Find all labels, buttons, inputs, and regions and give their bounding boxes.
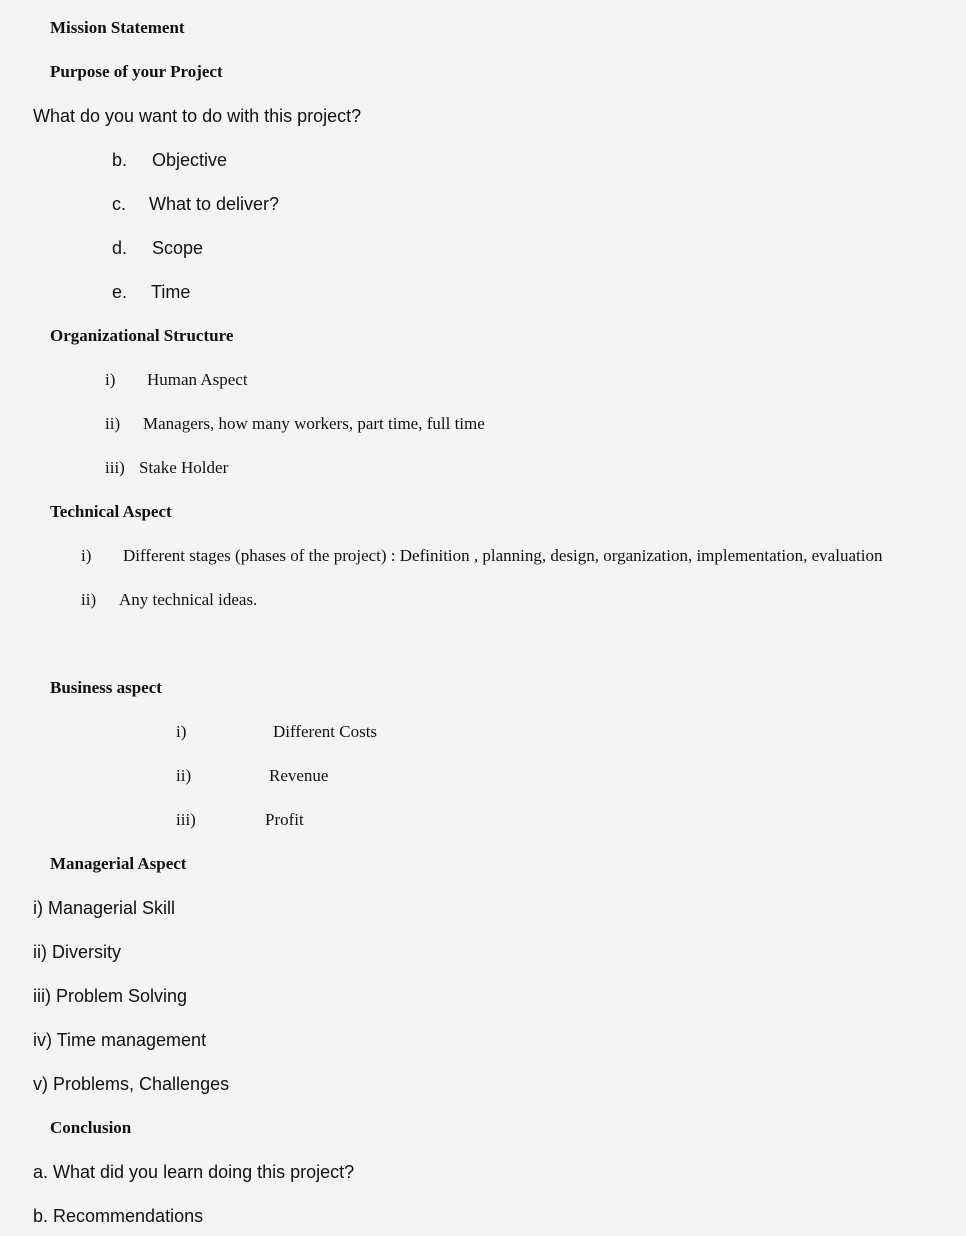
list-marker: c.	[112, 194, 127, 214]
list-item-problems-challenges: v) Problems, Challenges	[33, 1074, 230, 1094]
list-item-diversity: ii) Diversity	[33, 942, 121, 962]
list-item-stages	[81, 545, 961, 567]
list-item-time	[112, 281, 412, 303]
heading-managerial-aspect: Managerial Aspect	[50, 854, 187, 873]
heading-conclusion: Conclusion	[50, 1118, 132, 1137]
list-item-technical-ideas	[81, 589, 681, 611]
list-text: Different Costs	[273, 722, 378, 741]
list-text: Objective	[152, 150, 228, 170]
list-item-deliver	[112, 193, 412, 215]
list-item-costs	[176, 721, 576, 743]
list-text: What to deliver?	[149, 194, 280, 214]
list-text: Stake Holder	[139, 458, 229, 477]
list-item-stake-holder	[105, 457, 705, 479]
list-item-objective	[112, 149, 412, 171]
list-text: Scope	[152, 238, 204, 258]
list-text: Revenue	[269, 766, 329, 785]
list-marker: i)	[81, 546, 92, 565]
list-item-problem-solving: iii) Problem Solving	[33, 986, 188, 1006]
list-marker: iii)	[105, 458, 125, 477]
list-marker: ii)	[81, 590, 97, 609]
list-text: Different stages (phases of the project) : Definition , planning, design, organization, implementation, evaluation	[123, 546, 883, 565]
list-text: Time	[151, 282, 191, 302]
list-marker: b.	[112, 150, 128, 170]
list-marker: ii)	[105, 414, 121, 433]
list-text: Any technical ideas.	[119, 590, 258, 609]
list-text: Managers, how many workers, part time, full time	[143, 414, 485, 433]
list-marker: e.	[112, 282, 128, 302]
list-marker: d.	[112, 238, 128, 258]
list-text: Profit	[265, 810, 304, 829]
list-item-revenue	[176, 765, 576, 787]
heading-technical-aspect: Technical Aspect	[50, 502, 172, 521]
list-item-scope	[112, 237, 412, 259]
list-marker: i)	[176, 722, 187, 741]
list-item-time-management: iv) Time management	[33, 1030, 207, 1050]
list-item-human-aspect	[105, 369, 705, 391]
list-item-recommendations: b. Recommendations	[33, 1206, 204, 1226]
heading-business-aspect: Business aspect	[50, 678, 162, 697]
purpose-question: What do you want to do with this project?	[33, 106, 362, 126]
list-item-managerial-skill: i) Managerial Skill	[33, 898, 176, 918]
heading-mission-statement: Mission Statement	[50, 18, 185, 37]
heading-purpose: Purpose of your Project	[50, 62, 223, 81]
heading-organizational-structure: Organizational Structure	[50, 326, 234, 345]
list-item-learned: a. What did you learn doing this project?	[33, 1162, 355, 1182]
list-marker: i)	[105, 370, 116, 389]
list-item-managers	[105, 413, 705, 435]
list-text: Human Aspect	[147, 370, 248, 389]
list-marker: ii)	[176, 766, 192, 785]
list-item-profit	[176, 809, 576, 831]
list-marker: iii)	[176, 810, 196, 829]
